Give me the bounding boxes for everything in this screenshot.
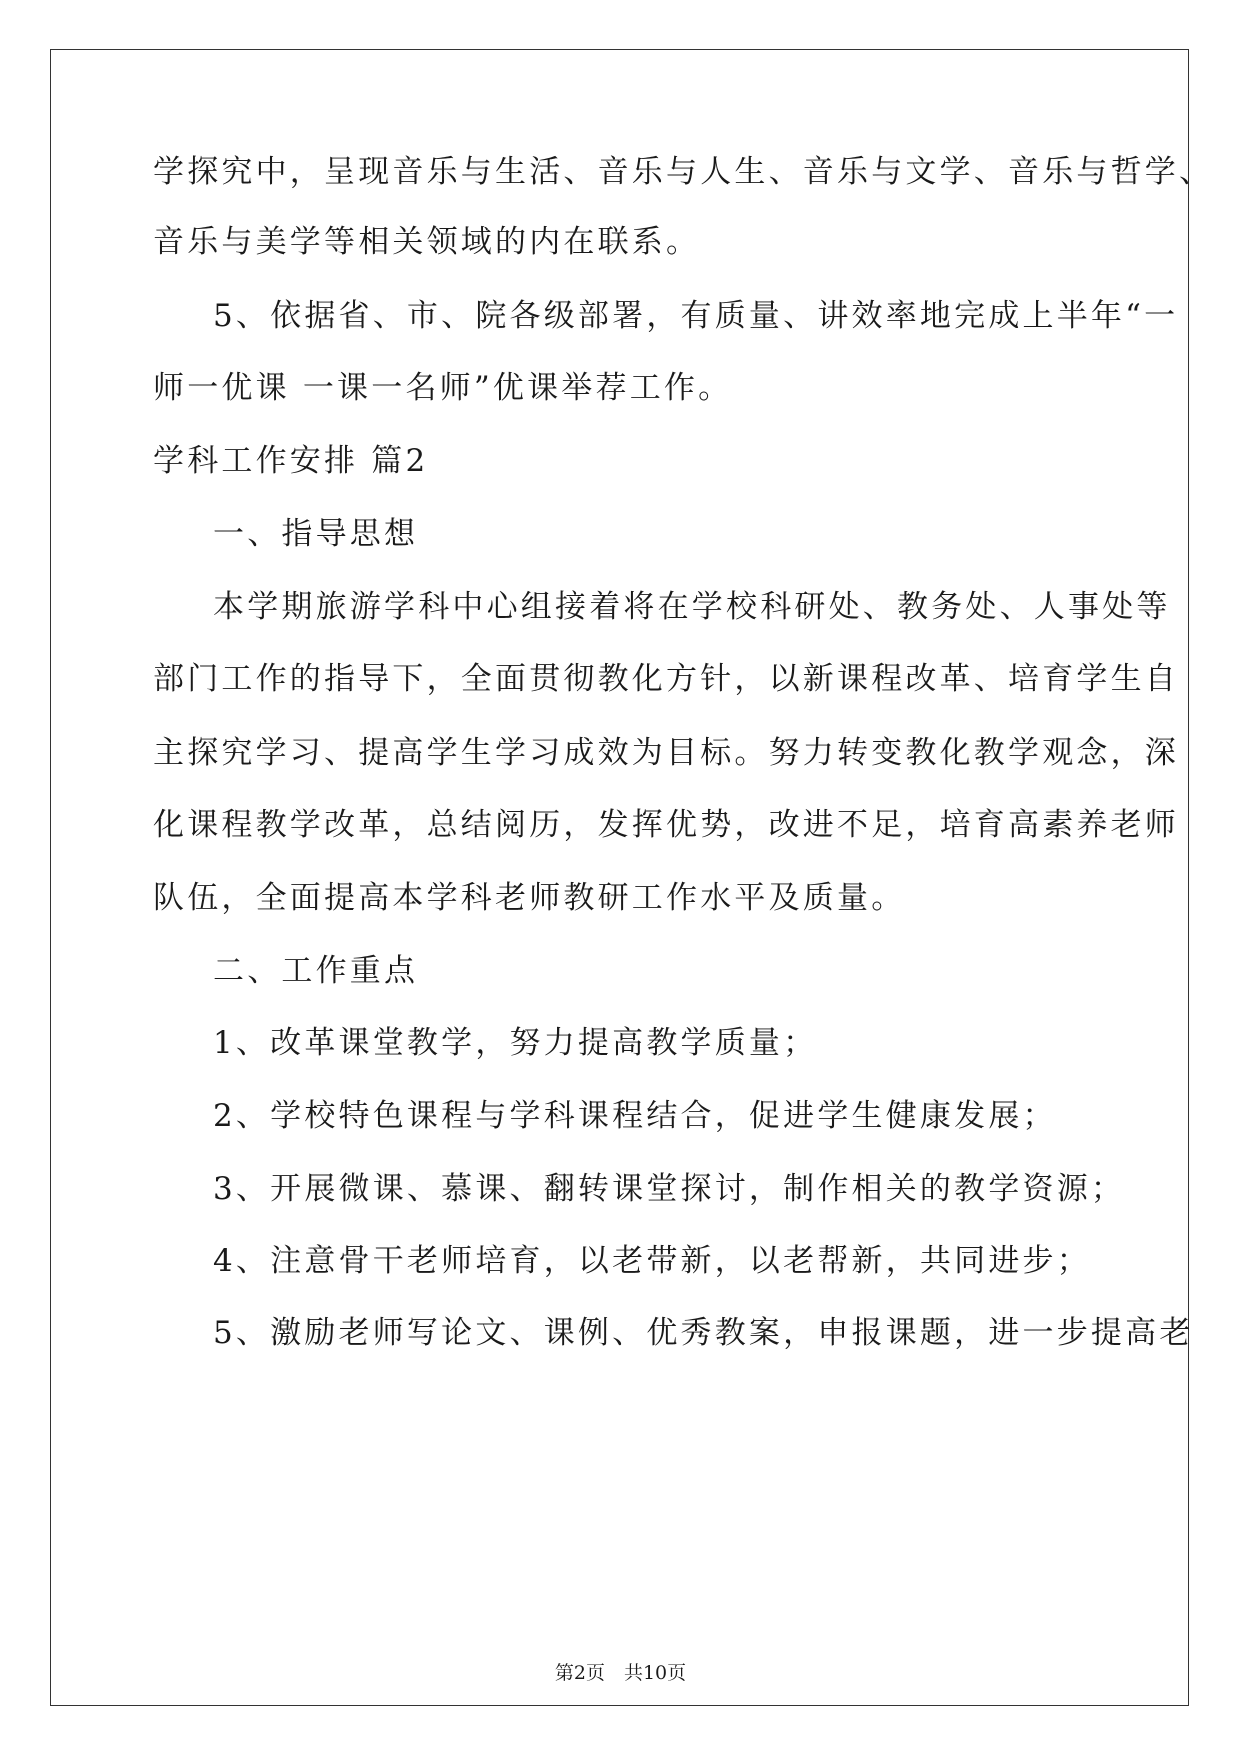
list-item: 4、注意骨干老师培育，以老带新，以老帮新，共同进步； xyxy=(213,1243,1091,1279)
page-number: 第2页 共10页 xyxy=(554,1662,687,1684)
subheading: 一、指导思想 xyxy=(213,516,419,552)
list-item: 1、改革课堂教学，努力提高教学质量； xyxy=(213,1025,818,1061)
text-line: 队伍，全面提高本学科老师教研工作水平及质量。 xyxy=(153,880,906,916)
text-line: 化课程教学改革，总结阅历，发挥优势，改进不足，培育高素养老师 xyxy=(153,807,1179,843)
text-line: 主探究学习、提高学生学习成效为目标。努力转变教化教学观念，深 xyxy=(153,735,1179,771)
list-item: 3、开展微课、慕课、翻转课堂探讨，制作相关的教学资源； xyxy=(213,1171,1126,1207)
list-item: 5、激励老师写论文、课例、优秀教案，申报课题，进一步提高老 xyxy=(213,1315,1194,1351)
list-item: 2、学校特色课程与学科课程结合，促进学生健康发展； xyxy=(213,1098,1057,1134)
text-line: 本学期旅游学科中心组接着将在学校科研处、教务处、人事处等 xyxy=(213,589,1171,625)
text-line: 学探究中，呈现音乐与生活、音乐与人生、音乐与文学、音乐与哲学、 xyxy=(153,154,1214,190)
section-heading: 学科工作安排 篇2 xyxy=(153,443,429,479)
subheading: 二、工作重点 xyxy=(213,953,419,989)
text-line: 师一优课 一课一名师”优课举荐工作。 xyxy=(153,370,733,406)
text-line: 部门工作的指导下，全面贯彻教化方针，以新课程改革、培育学生自 xyxy=(153,661,1179,697)
text-line: 5、依据省、市、院各级部署，有质量、讲效率地完成上半年“一 xyxy=(213,298,1179,334)
text-line: 音乐与美学等相关领域的内在联系。 xyxy=(153,224,701,260)
